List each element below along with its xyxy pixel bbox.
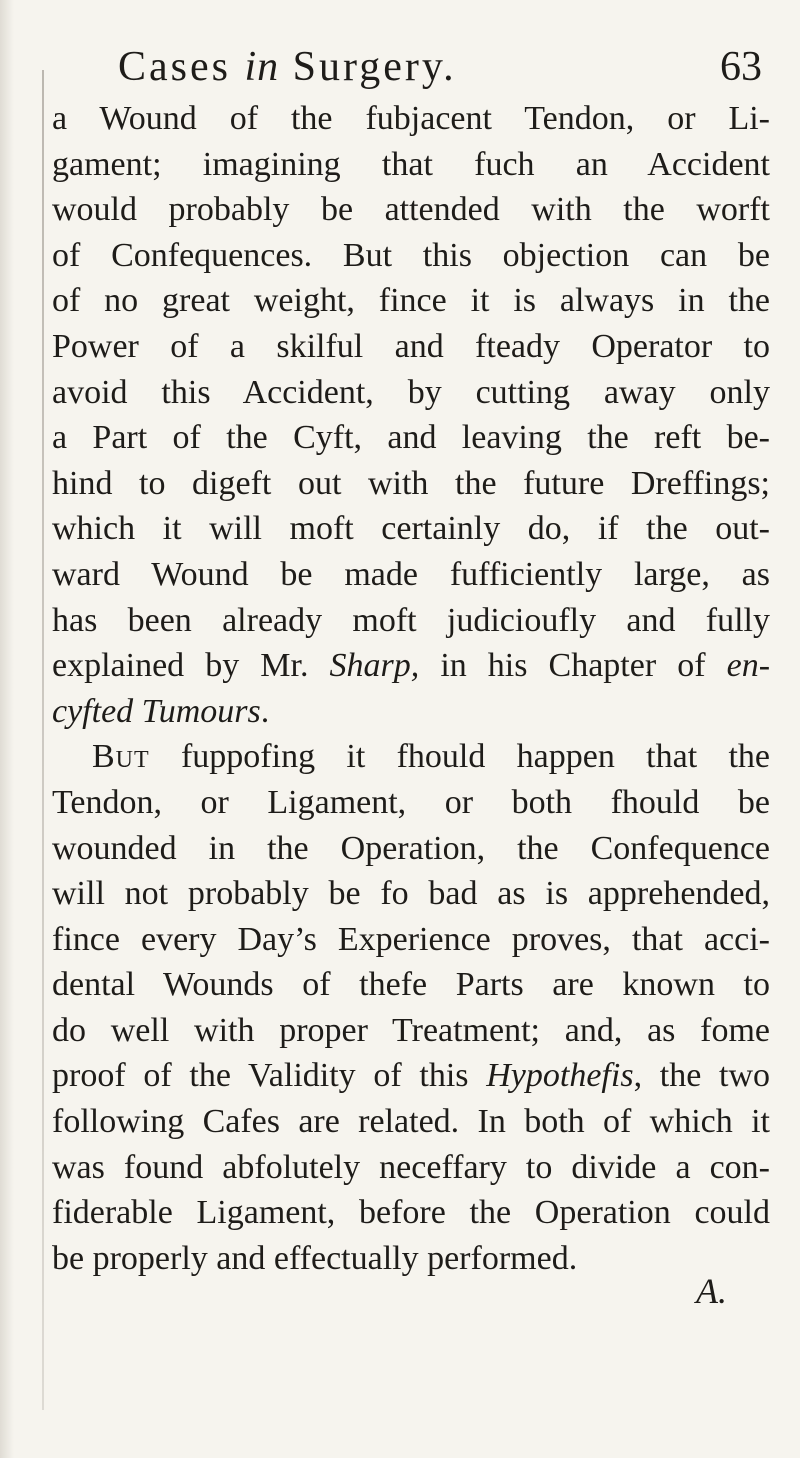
running-head-in: in bbox=[244, 44, 280, 90]
text-line bbox=[52, 689, 770, 735]
italic-text: Hypothefis bbox=[486, 1057, 634, 1095]
text-line bbox=[52, 1053, 770, 1099]
text-line: following Cafes are related. In both of which it bbox=[52, 1103, 770, 1141]
text-run: explained by Mr. bbox=[52, 647, 309, 685]
text-line: would probably be attended with the worft bbox=[52, 191, 770, 229]
text-line: was found abfolutely neceffary to divide a con- bbox=[52, 1148, 770, 1186]
italic-text: cyfted Tumours bbox=[52, 692, 261, 730]
text-line: ward Wound be made fufficiently large, as bbox=[52, 555, 770, 593]
gutter-shadow bbox=[0, 0, 14, 1458]
text-line: avoid this Accident, by cutting away only bbox=[52, 373, 770, 411]
text-line: which it will moft certainly do, if the out- bbox=[52, 510, 770, 548]
text-line: of Confequences. But this objection can be bbox=[52, 236, 770, 274]
text-line: has been already moft judicioufly and fully bbox=[52, 601, 770, 639]
text-line: gament; imagining that fuch an Accident bbox=[52, 145, 770, 183]
text-run: in his Chapter of bbox=[440, 647, 706, 685]
text-line: wounded in the Operation, the Confequence bbox=[52, 829, 770, 867]
italic-text: en- bbox=[726, 647, 771, 685]
text-run: , the two bbox=[633, 1057, 771, 1095]
text-line: do well with proper Treatment; and, as fome bbox=[52, 1011, 770, 1049]
running-head-cases: Cases bbox=[118, 44, 231, 90]
text-run: proof of the Validity of this bbox=[52, 1057, 469, 1095]
text-line: hind to digeft out with the future Dreffings; bbox=[52, 464, 770, 502]
text-line: Tendon, or Ligament, or both fhould be bbox=[52, 783, 770, 821]
text-line bbox=[52, 643, 770, 689]
text-line: dental Wounds of thefe Parts are known to bbox=[52, 966, 770, 1004]
text-line: fince every Day’s Experience proves, that acci- bbox=[52, 920, 770, 958]
text-line: fiderable Ligament, before the Operation could bbox=[52, 1194, 770, 1232]
text-line bbox=[52, 734, 770, 780]
text-run: fuppofing it fhould happen that the bbox=[180, 738, 770, 776]
page-number: 63 bbox=[720, 44, 762, 90]
catchword: A. bbox=[696, 1271, 727, 1311]
body-text bbox=[52, 96, 770, 1281]
running-head bbox=[118, 46, 673, 88]
running-head-surgery: Surgery. bbox=[292, 44, 457, 90]
text-line: be properly and effectually performed. bbox=[52, 1239, 578, 1277]
text-line: Power of a skilful and fteady Operator to bbox=[52, 327, 770, 365]
small-caps-opening: But bbox=[92, 738, 150, 776]
text-line: of no great weight, fince it is always in the bbox=[52, 282, 770, 320]
italic-name: Sharp, bbox=[329, 647, 420, 685]
text-line: a Wound of the fubjacent Tendon, or Li- bbox=[52, 100, 770, 137]
gutter-line bbox=[42, 70, 44, 1410]
text-line: a Part of the Cyft, and leaving the reft be- bbox=[52, 419, 770, 457]
text-run: . bbox=[260, 692, 270, 730]
text-line: will not probably be fo bad as is apprehended, bbox=[52, 875, 770, 913]
